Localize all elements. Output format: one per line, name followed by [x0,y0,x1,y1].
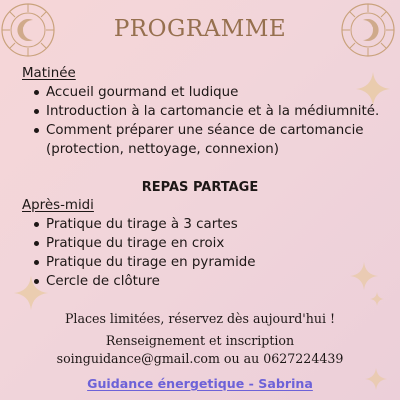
renseignement-text: Renseignement et inscription [105,333,295,348]
places-limitees-text: Places limitées, réservez dès aujourd'hui ! [64,311,336,326]
list-item: Pratique du tirage en croix [22,234,256,253]
apres-midi-list [22,215,256,291]
contact-text: soinguidance@gmail.com ou au 0627224439 [56,351,344,366]
sparkle-star-icon [350,262,378,290]
repas-heading: REPAS PARTAGE [141,180,259,195]
matinee-section [22,66,386,159]
page-title: PROGRAMME [113,16,287,42]
list-item: Pratique du tirage à 3 cartes [22,215,256,234]
list-item: Introduction à la cartomancie et à la médiumnité. [22,102,386,121]
list-item: Comment préparer une séance de cartomancie (protection, nettoyage, connexion) [22,121,386,159]
matinee-heading: Matinée [22,66,76,81]
apres-midi-section [22,198,256,291]
list-item: Cercle de clôture [22,272,256,291]
sparkle-star-small-icon [370,292,384,306]
guidance-link[interactable]: Guidance énergetique - Sabrina [87,376,313,391]
list-item: Pratique du tirage en pyramide [22,253,256,272]
matinee-list [22,83,386,159]
apres-midi-heading: Après-midi [22,198,94,213]
list-item: Accueil gourmand et ludique [22,83,386,102]
